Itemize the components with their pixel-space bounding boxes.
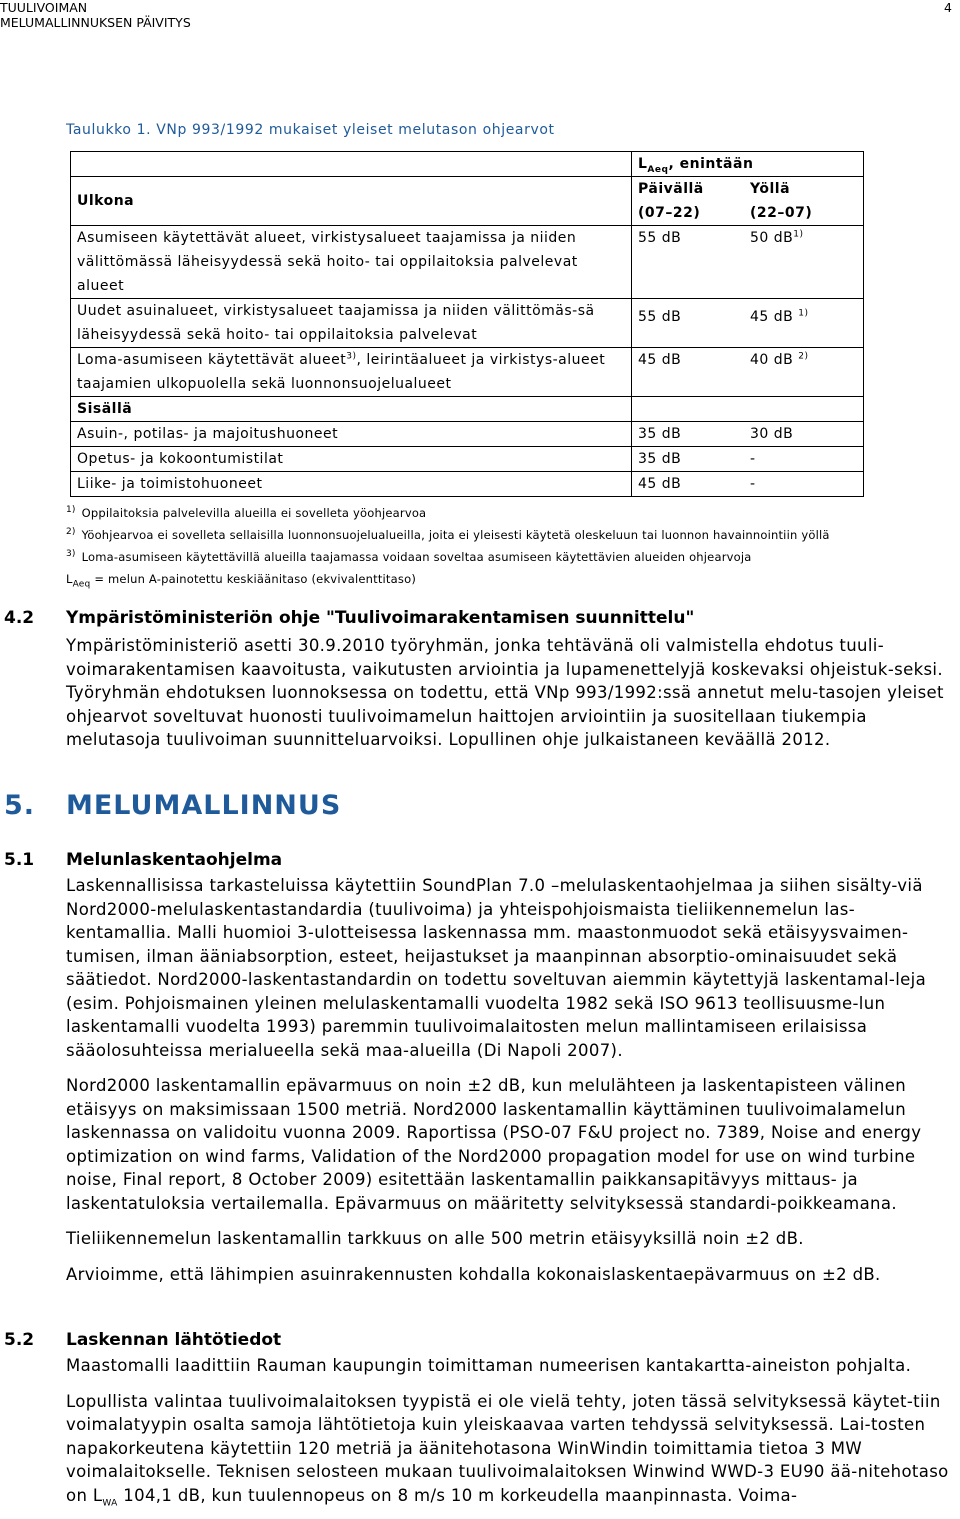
header-line-2: MELUMALLINNUKSEN PÄIVITYS xyxy=(0,15,191,30)
row-description: Opetus- ja kokoontumistilat xyxy=(71,447,632,472)
night-value: 45 dB $^{1)}$ xyxy=(744,299,864,348)
day-value: 35 dB xyxy=(632,447,745,472)
table-row xyxy=(71,472,864,497)
section-number: 5. xyxy=(4,790,36,821)
row-description: Liike- ja toimistohuoneet xyxy=(71,472,632,497)
row-description: Loma-asumiseen käytettävät alueet$^{3)}$, leirintäalueet ja virkistys-alueet taajamien ulkopuolella sekä luonnonsuojelualueet xyxy=(71,348,632,397)
paragraph: Ympäristöministeriö asetti 30.9.2010 työryhmän, jonka tehtävänä oli valmistella ehdotus tuuli-voimarakentamisen kaavoitusta, vaikutusten arviointia ja lupamenettelyjä koskevaksi ohjeistuk-seksi. Työryhmän ehdotuksen luonnoksessa on todettu, että VNp 993/1992:ssä annetut melu-tasojen yleiset ohjearvot soveltuvat huonosti tuulivoimamelun haittojen arviointiin ja suositellaan tiukempia melutasoja tuulivoiman suunnitteluarvoiksi. Lopullinen ohje julkaistaneen keväällä 2012. xyxy=(66,636,944,749)
night-heading: Yöllä (22–07) xyxy=(744,177,864,226)
page-number: 4 xyxy=(944,0,952,15)
document-header xyxy=(0,0,191,30)
empty-cell xyxy=(632,397,745,422)
empty-cell xyxy=(744,397,864,422)
footnote: $^{2)}$ Yöohjearvoa ei sovelleta sellaisilla luonnonsuojelualueilla, joita ei yleisesti käytetä oleskeluun tai luonnon havainnointiin yöllä xyxy=(66,527,830,542)
paragraph: Arvioimme, että lähimpien asuinrakennusten kohdalla kokonaislaskentaepävarmuus on ±2 dB. xyxy=(66,1264,881,1284)
section-number: 5.2 xyxy=(4,1330,35,1350)
section-title: Melunlaskentaohjelma xyxy=(66,850,283,870)
section-title: Ympäristöministeriön ohje "Tuulivoimarakentamisen suunnittelu" xyxy=(66,608,695,628)
night-value: 50 $dB^{1)}$ xyxy=(744,226,864,299)
row-description: Asumiseen käytettävät alueet, virkistysalueet taajamissa ja niiden välittömässä läheisyydessä sekä hoito- tai oppilaitoksia palvelevat alueet xyxy=(71,226,632,299)
day-value: 45 dB xyxy=(632,348,745,397)
table-row xyxy=(71,299,864,348)
section-title: Laskennan lähtötiedot xyxy=(66,1330,282,1350)
section-heading-5-2 xyxy=(4,1330,281,1350)
table-row xyxy=(71,226,864,299)
outdoor-heading: Ulkona xyxy=(71,177,632,226)
noise-guideline-table xyxy=(70,151,864,497)
section-heading-4-2 xyxy=(4,608,694,628)
table-footnotes xyxy=(66,502,830,590)
paragraph: Lopullista valintaa tuulivoimalaitoksen tyypistä ei ole vielä tehty, joten tässä selvityksessä käytet-tiin voimalatyypin osalta samoja lähtötietoja kuin yleiskaavaa varten tehdyssä selvityksessä. Lai-tosten napakorkeutena käytettiin 120 metriä ja äänitehotasona WinWindin toimittamia tietoa 3 MW voimalaitokselle. Teknisen selosteen mukaan tuulivoimalaitoksen Winwind WWD-3 EU90 ää-nitehotaso on $L_{WA}$ 104,1 dB, kun tuulennopeus on 8 m/s 10 m korkeudella maanpinnasta. Voima- xyxy=(66,1391,949,1508)
table-caption: Taulukko 1. VNp 993/1992 mukaiset yleiset melutason ohjearvot xyxy=(66,122,555,138)
section-5-1-body xyxy=(66,874,956,1298)
outdoor-heading-row xyxy=(71,177,864,226)
row-description: Uudet asuinalueet, virkistysalueet taajamissa ja niiden välittömäs-sä läheisyydessä sekä hoito- tai oppilaitoksia palvelevat xyxy=(71,299,632,348)
night-value: 30 dB xyxy=(744,422,864,447)
section-heading-5-1 xyxy=(4,850,282,870)
day-value: 55 dB xyxy=(632,226,745,299)
night-value: 40 dB $^{2)}$ xyxy=(744,348,864,397)
row-description: Asuin-, potilas- ja majoitushuoneet xyxy=(71,422,632,447)
header-line-1: TUULIVOIMAN xyxy=(0,0,88,15)
laeq-definition: $L_{Aeq}$ = melun A-painotettu keskiäänitaso (ekvivalenttitaso) xyxy=(66,572,417,590)
day-heading: Päivällä (07–22) xyxy=(632,177,745,226)
section-4-2-body xyxy=(66,634,956,764)
table-row xyxy=(71,447,864,472)
footnote: $^{1)}$ Oppilaitoksia palvelevilla alueilla ei sovelleta yöohjearvoa xyxy=(66,505,427,520)
night-value: - xyxy=(744,472,864,497)
day-value: 45 dB xyxy=(632,472,745,497)
paragraph: Laskennallisissa tarkasteluissa käytettiin SoundPlan 7.0 –melulaskentaohjelmaa ja siihen sisälty-viä Nord2000-melulaskentastandardia (tuulivoima) ja yhteispohjoismaista tieliikennemelun las-kentamallia. Malli huomioi 3-ulotteisessa laskennassa mm. maastonmuodot sekä etäisyysvaimen-tumisen, ilman ääniabsorption, esteet, heijastukset ja maanpinnan absorptio-ominaisuudet sekä säätiedot. Nord2000-laskentastandardin on todettu soveltuvan aiemmin käytettyjä laskentamal-leja (esim. Pohjoismainen yleinen melulaskentamalli vuodelta 1982 sekä ISO 9613 teollisuusme-lun laskentamalli vuodelta 1993) paremmin tuulivoimalaitosten melun mallintamiseen erilaisissa sääolosuhteissa merialueella sekä maa-alueilla (Di Napoli 2007). xyxy=(66,876,927,1060)
paragraph: Nord2000 laskentamallin epävarmuus on noin ±2 dB, kun melulähteen ja laskentapisteen välinen etäisyys on maksimissaan 1500 metriä. Nord2000 laskentamallin käyttäminen tuulivoimalamelun laskennassa on validoitu vuonna 2009. Raportissa (PSO-07 F&U project no. 7389, Noise and energy optimization on wind farms, Validation of the Nord2000 propagation model for use on wind turbine noise, Final report, 8 October 2009) esitettään laskentamallin paikkansapitävyys mittaus- ja laskentatuloksia vertailemalla. Epävarmuus on määritetty selvityksessä standardi-poikkeamana. xyxy=(66,1076,922,1213)
indoor-heading-row xyxy=(71,397,864,422)
section-5-2-body xyxy=(66,1354,956,1519)
section-number: 4.2 xyxy=(4,608,35,628)
table-row xyxy=(71,348,864,397)
table-row xyxy=(71,422,864,447)
paragraph: Tieliikennemelun laskentamallin tarkkuus on alle 500 metrin etäisyyksillä noin ±2 dB. xyxy=(66,1229,804,1248)
empty-header-cell xyxy=(71,152,632,177)
day-value: 55 dB xyxy=(632,299,745,348)
paragraph: Maastomalli laadittiin Rauman kaupungin toimittaman numeerisen kantakartta-aineiston pohjalta. xyxy=(66,1356,912,1375)
night-value: - xyxy=(744,447,864,472)
laeq-heading: $L_{Aeq}$, enintään xyxy=(632,152,864,177)
day-value: 35 dB xyxy=(632,422,745,447)
section-heading-5 xyxy=(4,790,341,821)
section-number: 5.1 xyxy=(4,850,35,870)
section-title: MELUMALLINNUS xyxy=(66,790,342,821)
footnote: $^{3)}$ Loma-asumiseen käytettävillä alueilla taajamassa voidaan soveltaa asumiseen käytettävien alueiden ohjearvoja xyxy=(66,549,752,564)
table-header-row xyxy=(71,152,864,177)
indoor-heading: Sisällä xyxy=(71,397,632,422)
